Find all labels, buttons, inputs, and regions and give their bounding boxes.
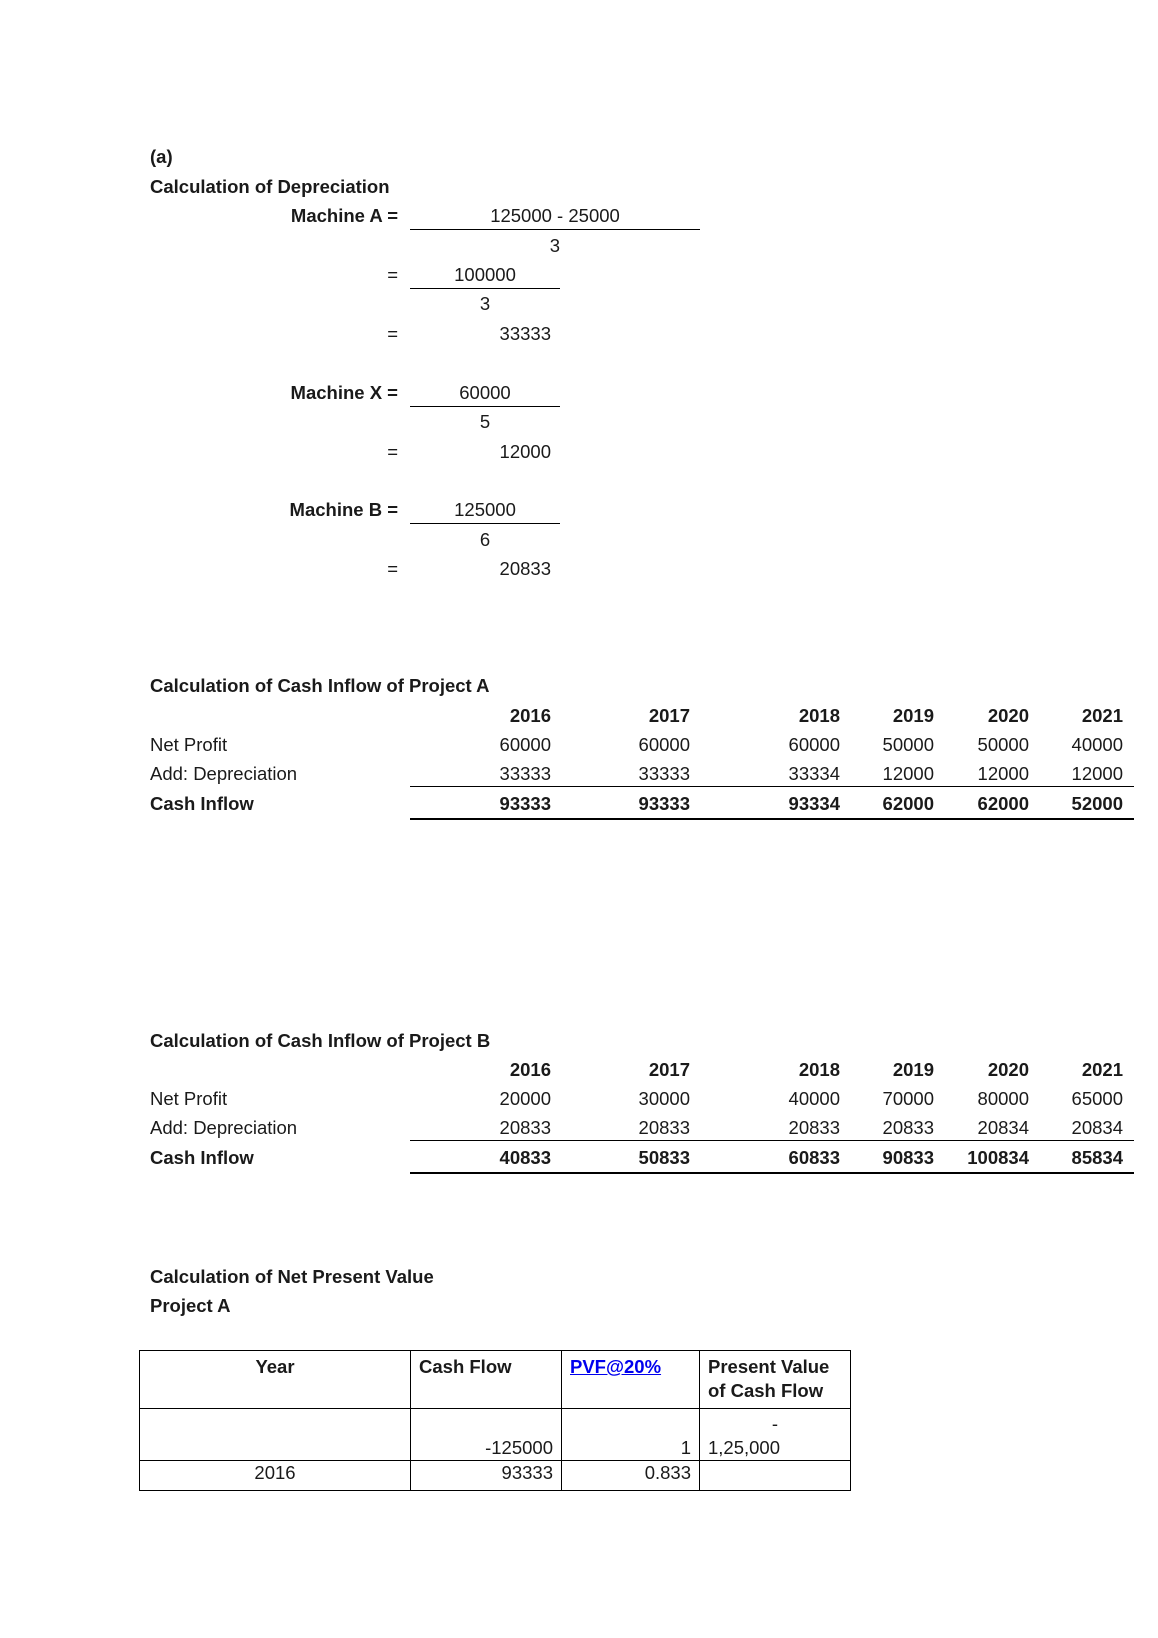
table-cell: 20833 <box>499 1117 551 1138</box>
machine-b-label: Machine B = <box>289 499 398 520</box>
fraction-bar <box>410 406 560 407</box>
table-cell: 20833 <box>882 1117 934 1138</box>
npv-title: Calculation of Net Present Value <box>150 1266 434 1287</box>
pv-value: 1,25,000 <box>708 1437 781 1458</box>
year-header: 2021 <box>1081 705 1123 726</box>
table-cell: 60833 <box>788 1147 840 1168</box>
year-header: 2017 <box>648 1059 690 1080</box>
project-b-title: Calculation of Cash Inflow of Project B <box>150 1030 491 1051</box>
header-present-value-line1: Present Value <box>708 1356 830 1377</box>
header-present-value-line2: of Cash Flow <box>708 1380 824 1401</box>
cell-pvf: 1 <box>562 1409 700 1461</box>
year-header: 2020 <box>987 1059 1029 1080</box>
year-header: 2016 <box>509 705 551 726</box>
cell-year: 2016 <box>140 1461 411 1491</box>
row-label: Cash Inflow <box>150 1147 254 1168</box>
table-cell: 30000 <box>638 1088 690 1109</box>
project-a-title: Calculation of Cash Inflow of Project A <box>150 675 490 696</box>
table-cell: 20834 <box>1071 1117 1123 1138</box>
table-cell: 33333 <box>638 763 690 784</box>
equals-sign: = <box>387 441 398 462</box>
table-cell: 40000 <box>788 1088 840 1109</box>
npv-project-label: Project A <box>150 1295 231 1316</box>
table-cell: 60000 <box>788 734 840 755</box>
equals-sign: = <box>387 264 398 285</box>
table-cell: 33334 <box>788 763 840 784</box>
table-cell: 12000 <box>1071 763 1123 784</box>
row-label: Net Profit <box>150 1088 228 1109</box>
table-cell: 33333 <box>499 763 551 784</box>
header-cash-flow: Cash Flow <box>411 1351 562 1409</box>
machine-a-step-numerator: 100000 <box>454 264 516 285</box>
table-cell: 50833 <box>638 1147 690 1168</box>
machine-a-numerator: 125000 - 25000 <box>490 205 620 226</box>
machine-a-step-denominator: 3 <box>479 293 491 314</box>
table-cell: 20834 <box>977 1117 1029 1138</box>
table-cell: 20000 <box>499 1088 551 1109</box>
table-header-row <box>140 1351 851 1409</box>
machine-a-result: 33333 <box>499 323 551 344</box>
row-label: Add: Depreciation <box>150 763 298 784</box>
year-header: 2019 <box>892 705 934 726</box>
year-header: 2016 <box>509 1059 551 1080</box>
table-cell: 12000 <box>882 763 934 784</box>
header-year: Year <box>140 1351 411 1409</box>
table-row <box>140 1461 851 1491</box>
table-cell: 93334 <box>788 793 840 814</box>
table-cell: 60000 <box>499 734 551 755</box>
total-rule <box>410 818 1134 820</box>
table-cell: 12000 <box>977 763 1029 784</box>
cell-present-value <box>700 1409 851 1461</box>
machine-b-denominator: 6 <box>479 529 491 550</box>
pv-dash: - <box>771 1413 779 1434</box>
machine-x-denominator: 5 <box>479 411 491 432</box>
fraction-bar <box>410 288 560 289</box>
fraction-bar <box>410 229 700 230</box>
year-header: 2018 <box>798 1059 840 1080</box>
row-label: Cash Inflow <box>150 793 254 814</box>
table-cell: 93333 <box>638 793 690 814</box>
total-rule <box>410 1172 1134 1174</box>
year-header: 2021 <box>1081 1059 1123 1080</box>
fraction-bar <box>410 523 560 524</box>
row-label: Add: Depreciation <box>150 1117 298 1138</box>
subtotal-rule <box>410 1140 1134 1141</box>
table-cell: 85834 <box>1071 1147 1123 1168</box>
table-cell: 65000 <box>1071 1088 1123 1109</box>
cell-pvf: 0.833 <box>562 1461 700 1491</box>
year-header: 2017 <box>648 705 690 726</box>
table-cell: 70000 <box>882 1088 934 1109</box>
year-header: 2018 <box>798 705 840 726</box>
table-cell: 60000 <box>638 734 690 755</box>
cell-year <box>140 1409 411 1461</box>
table-cell: 20833 <box>788 1117 840 1138</box>
row-label: Net Profit <box>150 734 228 755</box>
table-cell: 40000 <box>1071 734 1123 755</box>
table-cell: 93333 <box>499 793 551 814</box>
header-present-value <box>700 1351 851 1409</box>
table-cell: 50000 <box>977 734 1029 755</box>
cell-cash-flow: -125000 <box>411 1409 562 1461</box>
machine-x-label: Machine X = <box>290 382 398 403</box>
npv-table <box>139 1350 851 1491</box>
equals-sign: = <box>387 558 398 579</box>
machine-a-denominator: 3 <box>549 235 560 256</box>
machine-x-result: 12000 <box>499 441 551 462</box>
table-cell: 62000 <box>882 793 934 814</box>
table-cell: 40833 <box>499 1147 551 1168</box>
table-cell: 100834 <box>967 1147 1029 1168</box>
table-cell: 20833 <box>638 1117 690 1138</box>
year-header: 2019 <box>892 1059 934 1080</box>
table-cell: 50000 <box>882 734 934 755</box>
year-header: 2020 <box>987 705 1029 726</box>
equals-sign: = <box>387 323 398 344</box>
table-cell: 90833 <box>882 1147 934 1168</box>
machine-x-numerator: 60000 <box>459 382 511 403</box>
cell-cash-flow: 93333 <box>411 1461 562 1491</box>
machine-b-result: 20833 <box>499 558 551 579</box>
table-cell: 62000 <box>977 793 1029 814</box>
depreciation-title: Calculation of Depreciation <box>150 176 390 197</box>
table-row <box>140 1409 851 1461</box>
machine-a-label: Machine A = <box>290 205 398 226</box>
subtotal-rule <box>410 786 1134 787</box>
table-cell: 80000 <box>977 1088 1029 1109</box>
table-cell: 52000 <box>1071 793 1123 814</box>
machine-b-numerator: 125000 <box>454 499 516 520</box>
part-label: (a) <box>150 146 173 167</box>
pvf-link[interactable]: PVF@20% <box>570 1356 662 1377</box>
header-pvf <box>562 1351 700 1409</box>
cell-present-value <box>700 1461 851 1491</box>
